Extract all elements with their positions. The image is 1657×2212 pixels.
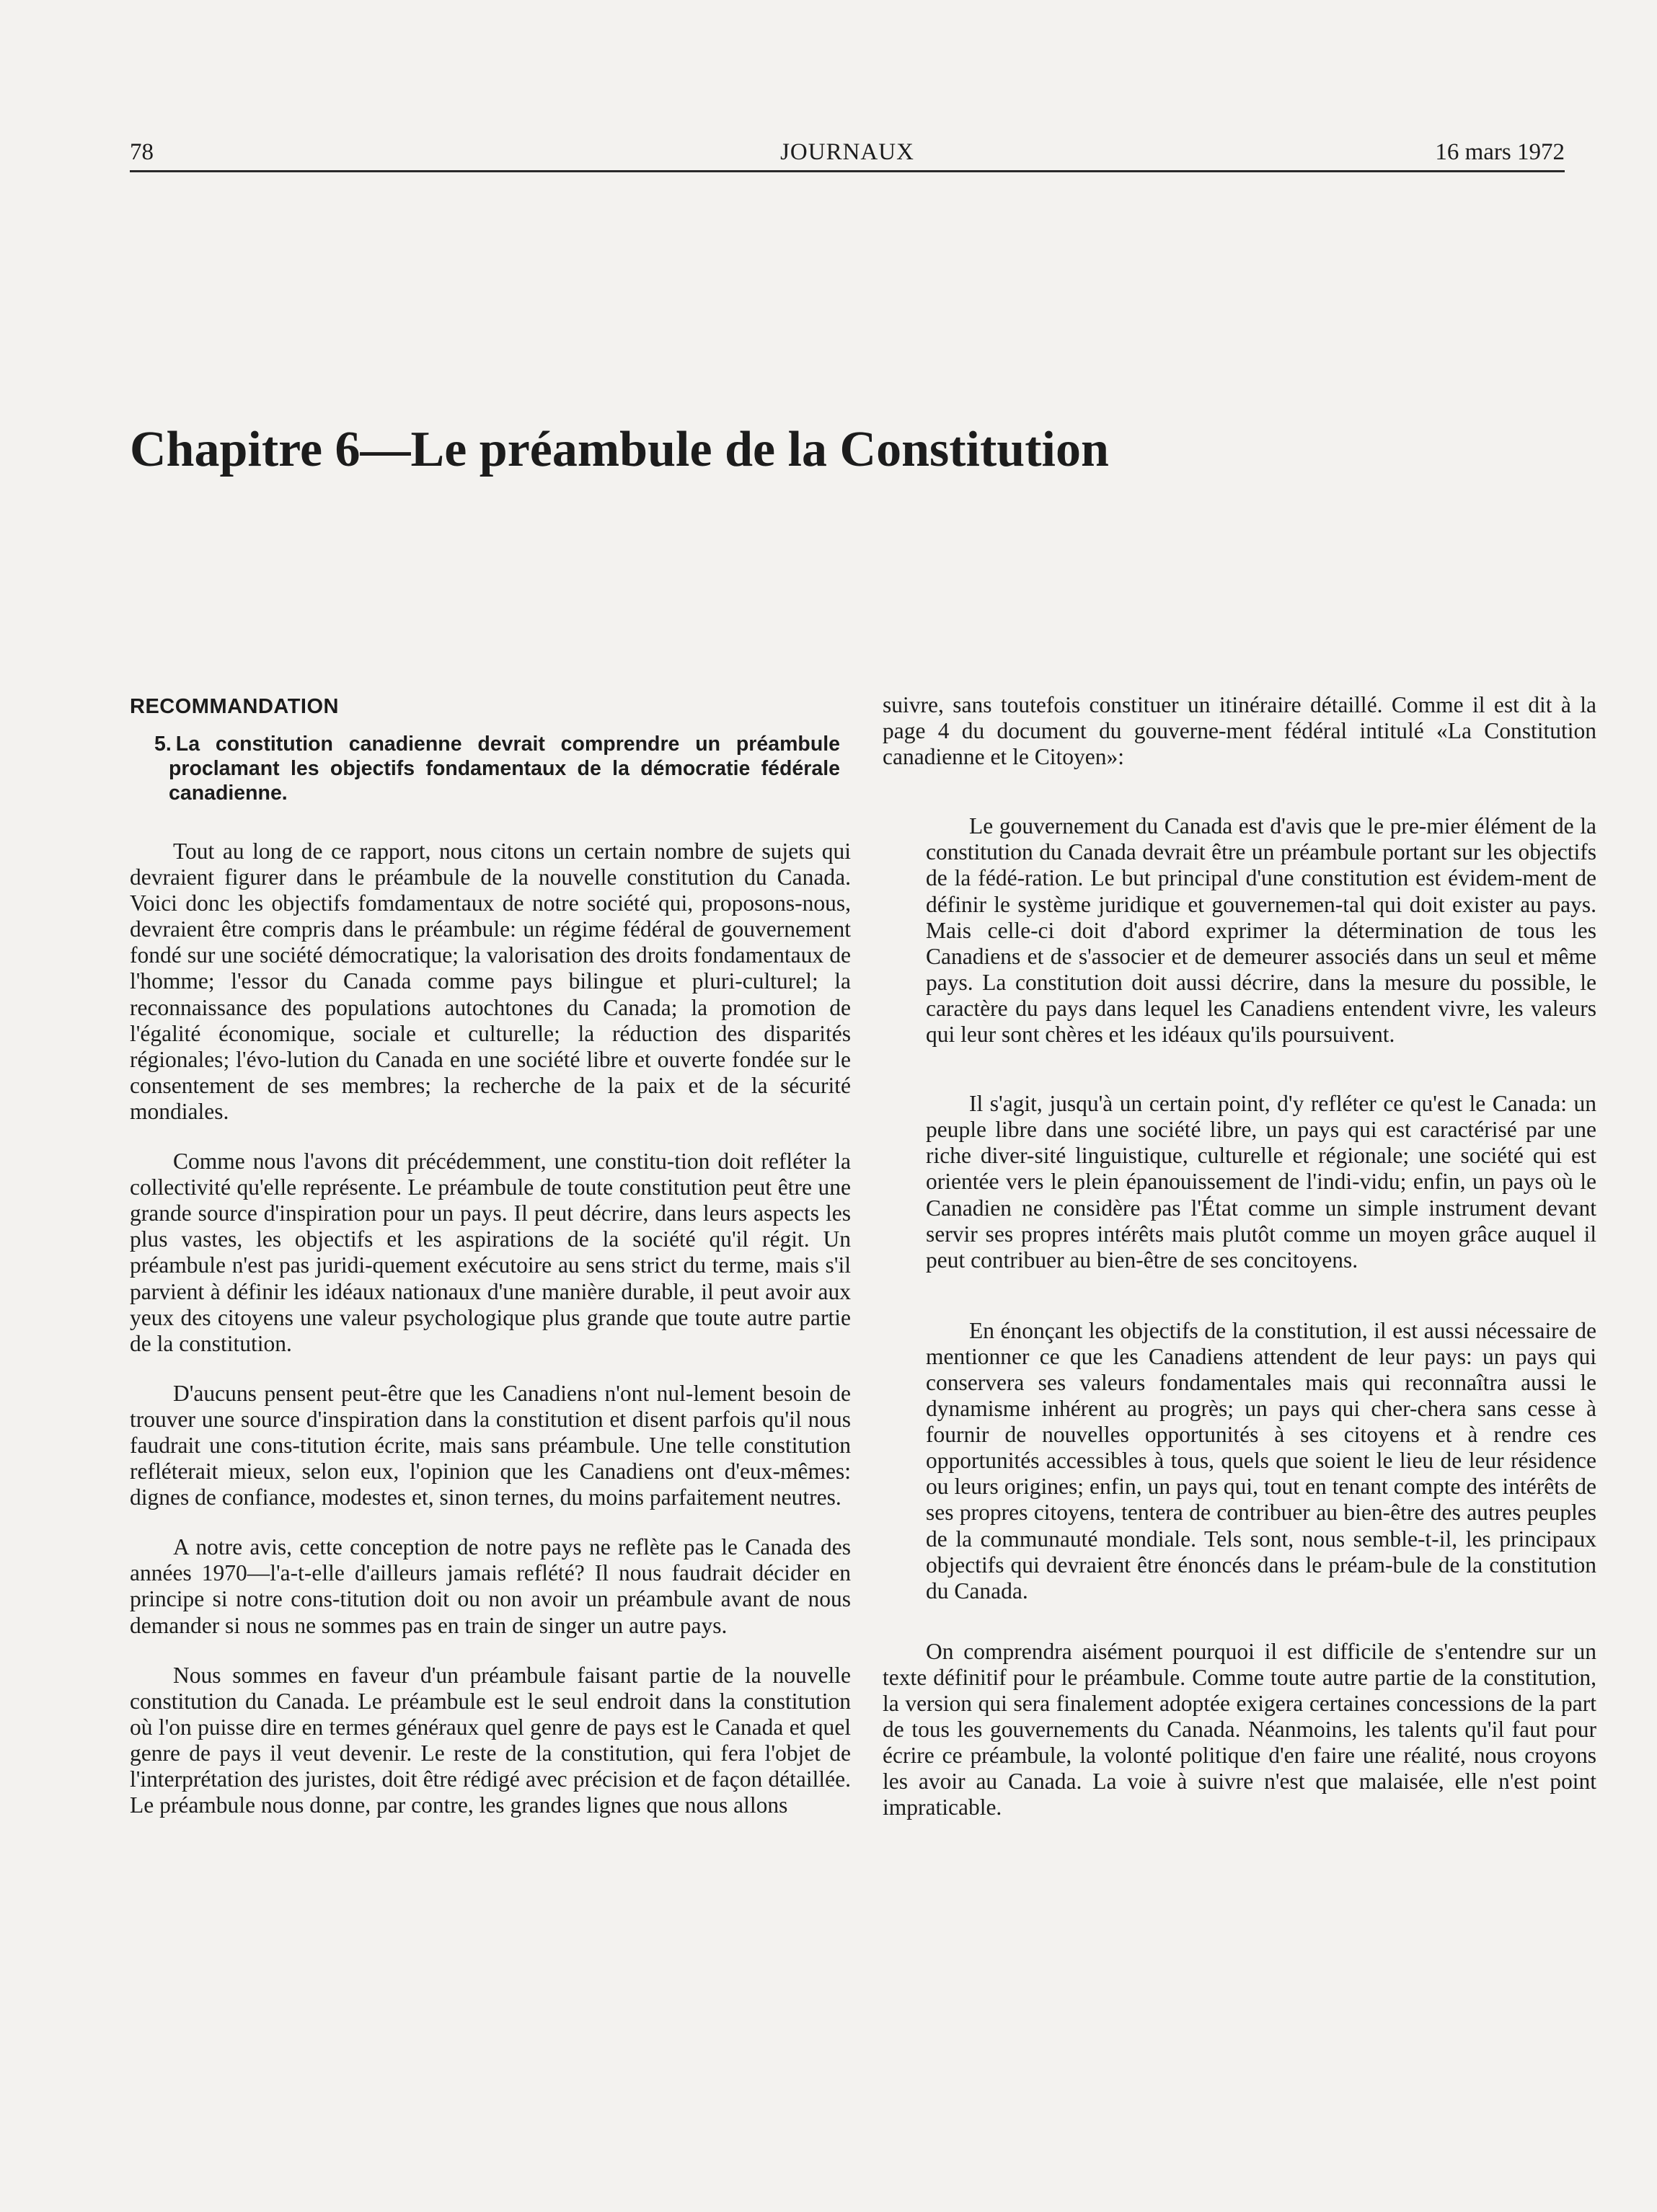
paragraph: Nous sommes en faveur d'un préambule faisant partie de la nouvelle constitution du Canada. Le préambule est le seul endroit dans la constitution où l'on puisse dire en termes généraux quel genre de pays est le Canada et quel genre de pays il veut devenir. Le reste de la constitution, qui fera l'objet de l'interprétation des juristes, doit être rédigé avec précision et de façon détaillée. Le préambule nous donne, par contre, les grandes lignes que nous allons bbox=[130, 1662, 851, 1818]
chapter-title: Chapitre 6—Le préambule de la Constitution bbox=[130, 422, 1109, 477]
quote-paragraph: Il s'agit, jusqu'à un certain point, d'y refléter ce qu'est le Canada: un peuple libre dans une société libre, un pays qui est caractérisé par une riche diver-sité linguistique, culturelle et régionale; une société qui est orientée vers le plein épanouissement de l'indi-vidu; enfin, un pays où le Canadien ne considère pas l'État comme un simple instrument devant servir ses propres intérêts mais plutôt comme un moyen grâce auquel il peut contribuer au bien-être de ses concitoyens. bbox=[926, 1091, 1596, 1273]
recommendation-heading: RECOMMANDATION bbox=[130, 695, 339, 718]
paragraph-continued: suivre, sans toutefois constituer un itinéraire détaillé. Comme il est dit à la page 4 du document du gouverne-ment fédéral intitulé «La Constitution canadienne et le Citoyen»: bbox=[883, 692, 1596, 770]
block-quote bbox=[926, 813, 1596, 1604]
quote-paragraph: Le gouvernement du Canada est d'avis que le pre-mier élément de la constitution du Canada devrait être un préambule portant sur les objectifs de la fédé-ration. Le but principal d'une constitution est évidem-ment de définir le système juridique et gouvernemen-tal qui doit exister au pays. Mais celle-ci doit d'abord exprimer la détermination de tous les Canadiens et de s'associer et de demeurer associés dans un seul et même pays. La constitution doit aussi décrire, dans la mesure du possible, le caractère du pays dans lequel les Canadiens entendent vivre, les valeurs qui leur sont chères et les idéaux qu'ils poursuivent. bbox=[926, 813, 1596, 1048]
running-header bbox=[130, 137, 1565, 172]
quote-paragraph: En énonçant les objectifs de la constitution, il est aussi nécessaire de mentionner ce que les Canadiens attendent de leur pays: un pays qui conservera ses valeurs fondamentales mais qui reconnaîtra aussi le dynamisme inhérent au progrès; un pays qui cher-chera sans cesse à fournir de nouvelles opportunités à ses citoyens et à rendre ces opportunités accessibles à tous, quels que soient le lieu de leur résidence ou leurs origines; enfin, un pays qui, tout en tenant compte des intérêts de ses propres citoyens, tentera de contribuer au bien-être des autres peuples de la communauté mondiale. Tels sont, nous semble-t-il, les principaux objectifs qui devraient être énoncés dans le préam-bule de la constitution du Canada. bbox=[926, 1317, 1596, 1603]
paragraph: Tout au long de ce rapport, nous citons un certain nombre de sujets qui devraient figurer dans le préambule de la nouvelle constitution du Canada. Voici donc les objectifs fomdamentaux de notre société qui, proposons-nous, devraient être compris dans le préambule: un régime fédéral de gouvernement fondé sur une société démocratique; la valorisation des droits fondamentaux de l'homme; l'essor du Canada comme pays bilingue et pluri-culturel; la reconnaissance des populations autochtones du Canada; la promotion de l'égalité économique, sociale et culturelle; la réduction des disparités régionales; l'évo-lution du Canada en une société libre et ouverte fondée sur le consentement de ses membres; la recherche de la paix et de la sécurité mondiales. bbox=[130, 839, 851, 1124]
left-column bbox=[130, 692, 851, 1818]
recommendation-number: 5. bbox=[154, 733, 172, 756]
page-number: 78 bbox=[130, 139, 154, 165]
closing-paragraph: On comprendra aisément pourquoi il est difficile de s'entendre sur un texte définitif pour le préambule. Comme toute autre partie de la constitution, la version qui sera finalement adoptée exigera certaines concessions de la part de tous les gouvernements du Canada. Néanmoins, les talents qu'il faut pour écrire ce préambule, la volonté politique d'en faire une réalité, nous croyons les avoir au Canada. La voie à suivre n'est que malaisée, elle n'est point impraticable. bbox=[883, 1638, 1596, 1821]
recommendation-body: La constitution canadienne devrait comprendre un préambule proclamant les objectifs fondamentaux de la démocratie fédérale canadienne. bbox=[169, 733, 840, 805]
paragraph: Comme nous l'avons dit précédemment, une constitu-tion doit refléter la collectivité qu'elle représente. Le préambule de toute constitution peut être une grande source d'inspiration pour un pays. Il peut décrire, dans leurs aspects les plus vastes, les objectifs et les aspirations de la société qu'il régit. Un préambule n'est pas juridi-quement exécutoire au sens strict du terme, mais s'il parvient à définir les idéaux nationaux d'une manière durable, il peut avoir aux yeux des citoyens une valeur psychologique plus grande que toute autre partie de la constitution. bbox=[130, 1149, 851, 1356]
journal-title: JOURNAUX bbox=[780, 139, 914, 165]
paragraph: A notre avis, cette conception de notre pays ne reflète pas le Canada des années 1970—l'a-t-elle d'ailleurs jamais reflété? Il nous faudrait décider en principe si notre cons-titution doit ou non avoir un préambule avant de nous demander si nous ne sommes pas en train de singer un autre pays. bbox=[130, 1534, 851, 1638]
right-column bbox=[883, 692, 1596, 1821]
paragraph: D'aucuns pensent peut-être que les Canadiens n'ont nul-lement besoin de trouver une source d'inspiration dans la constitution et disent parfois qu'il nous faudrait une cons-titution écrite, mais sans préambule. Une telle constitution refléterait mieux, selon eux, l'opinion que les Canadiens ont d'eux-mêmes: dignes de confiance, modestes et, sinon ternes, du moins parfaitement neutres. bbox=[130, 1380, 851, 1510]
header-date: 16 mars 1972 bbox=[1435, 139, 1565, 165]
recommendation-text bbox=[154, 732, 840, 805]
